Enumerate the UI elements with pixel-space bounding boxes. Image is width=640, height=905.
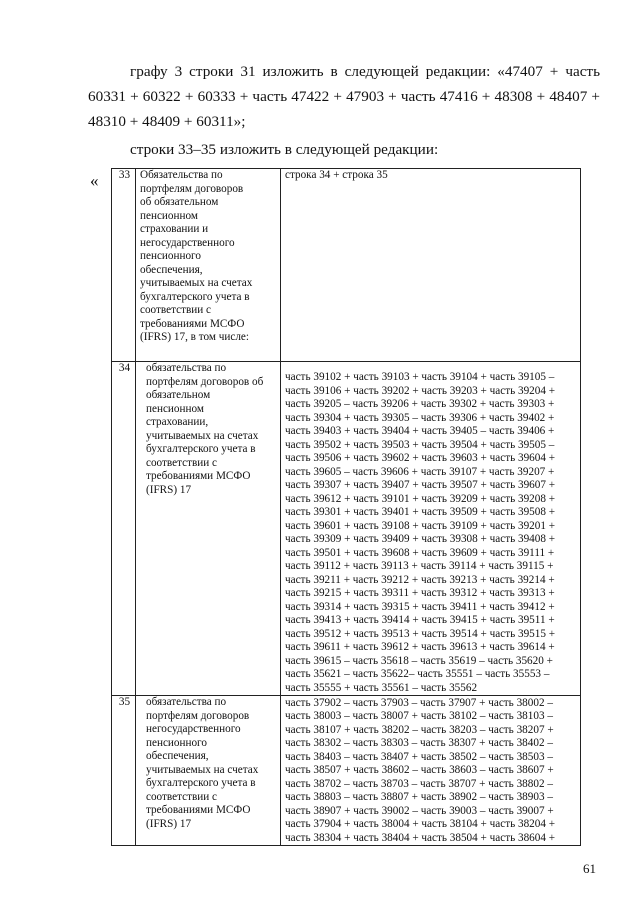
formula-line: часть 39512 + часть 39513 + часть 39514 + часть 39515 + <box>285 627 556 640</box>
formula-line: часть 39612 + часть 39101 + часть 39209 + часть 39208 + <box>285 492 556 505</box>
intro-paragraph: графу 3 строки 31 изложить в следующей редакции: «47407 + часть 60331 + 60322 + 60333 + часть 47422 + 47903 + часть 47416 + 48308 + 48407 + 48310 + 48409 + 60311»; <box>88 63 600 130</box>
formula-line: часть 37904 + часть 38004 + часть 38104 + часть 38204 + <box>285 818 556 830</box>
amendment-table-body <box>112 169 581 846</box>
description-line: учитываемых на счетах <box>140 277 253 289</box>
description-line: портфелям договоров <box>140 182 244 195</box>
formula-line: часть 38107 + часть 38202 – часть 38203 – часть 38207 + <box>285 723 554 736</box>
formula-line: часть 39211 + часть 39212 + часть 39213 + часть 39214 + <box>285 573 555 586</box>
description-line: (IFRS) 17 <box>146 483 192 496</box>
formula-line: часть 39314 + часть 39315 + часть 39411 + часть 39412 + <box>285 600 555 613</box>
description-line: соответствии с <box>140 304 211 316</box>
description-line: бухгалтерского учета в <box>146 443 256 455</box>
formula-line: часть 38302 – часть 38303 – часть 38307 + часть 38402 – <box>285 737 553 749</box>
row-number: 34 <box>112 362 136 696</box>
description-line: (IFRS) 17 <box>146 817 192 830</box>
description-line: негосударственного <box>140 236 235 249</box>
description-line: негосударственного <box>146 723 241 735</box>
formula-line: часть 39611 + часть 39612 + часть 39613 + часть 39614 + <box>285 641 555 653</box>
description-line: страховании, <box>146 416 209 428</box>
formula-line: часть 35555 + часть 35561 – часть 35562 <box>285 681 478 694</box>
description-line: требованиями МСФО <box>140 317 245 330</box>
formula-line: часть 39215 + часть 39311 + часть 39312 + часть 39313 + <box>285 587 555 599</box>
row-number: 35 <box>112 696 136 846</box>
formula-line: часть 38403 – часть 38407 + часть 38502 – часть 38503 – <box>285 750 553 763</box>
formula-line: часть 39301 + часть 39401 + часть 39509 + часть 39508 + <box>285 506 556 518</box>
formula-line: часть 39307 + часть 39407 + часть 39507 + часть 39607 + <box>285 479 556 491</box>
description-line: обеспечения, <box>140 263 203 276</box>
table-row-34 <box>112 362 581 696</box>
description-line: обязательном <box>146 389 211 401</box>
row-formula <box>281 362 581 696</box>
description-line: Обязательства по <box>140 169 223 181</box>
row-description <box>136 169 281 362</box>
description-line: пенсионного <box>146 736 207 749</box>
formula-line: часть 39102 + часть 39103 + часть 39104 + часть 39105 – <box>285 371 555 383</box>
description-line: учитываемых на счетах <box>146 763 259 776</box>
rows-heading: строки 33–35 изложить в следующей редакции: <box>130 141 439 158</box>
description-line: пенсионном <box>140 209 198 222</box>
description-line: требованиями МСФО <box>146 804 251 816</box>
formula-line: часть 35621 – часть 35622– часть 35551 – часть 35553 – <box>285 668 550 680</box>
formula-line: часть 39502 + часть 39503 + часть 39504 + часть 39505 – <box>285 438 555 451</box>
formula-line: строка 34 + строка 35 <box>285 169 388 181</box>
row-formula <box>281 696 581 846</box>
formula-line: часть 38003 – часть 38007 + часть 38102 – часть 38103 – <box>285 710 553 722</box>
table-row-33 <box>112 169 581 362</box>
description-line: портфелям договоров <box>146 709 250 722</box>
description-line: бухгалтерского учета в <box>146 777 256 789</box>
formula-line: часть 39309 + часть 39409 + часть 39308 + часть 39408 + <box>285 533 556 545</box>
description-line: страховании и <box>140 223 209 235</box>
description-line: бухгалтерского учета в <box>140 290 250 303</box>
description-line: обязательства по <box>146 696 227 708</box>
formula-line: часть 39106 + часть 39202 + часть 39203 + часть 39204 + <box>285 384 556 397</box>
row-formula <box>281 169 581 362</box>
formula-line: часть 39112 + часть 39113 + часть 39114 + часть 39115 + <box>285 560 554 572</box>
page-number: 61 <box>583 861 596 876</box>
description-line: пенсионного <box>140 250 201 262</box>
formula-line: часть 37902 – часть 37903 – часть 37907 + часть 38002 – <box>285 696 553 709</box>
formula-line: часть 39501 + часть 39608 + часть 39609 + часть 39111 + <box>285 546 555 559</box>
opening-quote-mark: « <box>90 171 99 190</box>
description-line: обязательства по <box>146 362 227 374</box>
formula-line: часть 39403 + часть 39404 + часть 39405 – часть 39406 + <box>285 425 555 437</box>
description-line: об обязательном <box>140 196 219 208</box>
formula-line: часть 39605 – часть 39606 + часть 39107 + часть 39207 + <box>285 465 555 478</box>
description-line: обеспечения, <box>146 750 209 762</box>
description-line: соответствии с <box>146 790 217 803</box>
row-description <box>136 696 281 846</box>
formula-line: часть 38702 – часть 38703 – часть 38707 + часть 38802 – <box>285 777 553 790</box>
description-line: портфелям договоров об <box>146 375 264 388</box>
table-row-35 <box>112 696 581 846</box>
description-line: пенсионном <box>146 402 204 415</box>
description-line: требованиями МСФО <box>146 470 251 482</box>
formula-line: часть 39615 – часть 35618 – часть 35619 – часть 35620 + <box>285 654 553 667</box>
row-description <box>136 362 281 696</box>
formula-line: часть 38507 + часть 38602 – часть 38603 – часть 38607 + <box>285 764 554 776</box>
formula-line: часть 38803 – часть 38807 + часть 38902 – часть 38903 – <box>285 791 553 803</box>
formula-line: часть 39205 – часть 39206 + часть 39302 + часть 39303 + <box>285 398 555 410</box>
formula-line: часть 38907 + часть 39002 – часть 39003 – часть 39007 + <box>285 804 554 817</box>
formula-line: часть 39506 + часть 39602 + часть 39603 + часть 39604 + <box>285 452 556 464</box>
description-line: (IFRS) 17, в том числе: <box>140 331 249 343</box>
description-line: соответствии с <box>146 456 217 469</box>
formula-line: часть 39601 + часть 39108 + часть 39109 + часть 39201 + <box>285 519 556 532</box>
description-line: учитываемых на счетах <box>146 429 259 442</box>
row-number: 33 <box>112 169 136 362</box>
amendment-table <box>111 168 581 846</box>
formula-line: часть 39304 + часть 39305 – часть 39306 + часть 39402 + <box>285 411 555 424</box>
formula-line: часть 39413 + часть 39414 + часть 39415 + часть 39511 + <box>285 614 555 626</box>
formula-line: часть 38304 + часть 38404 + часть 38504 + часть 38604 + <box>285 831 556 844</box>
